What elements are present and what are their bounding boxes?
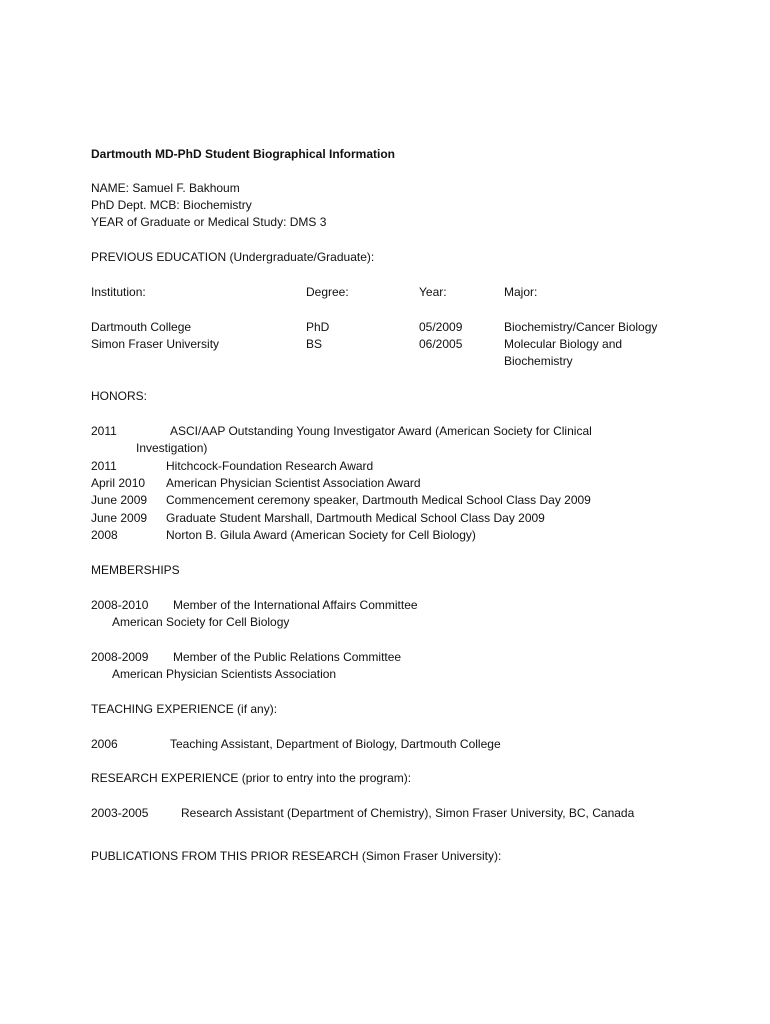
education-col-degree: Degree: [306,285,349,299]
education-year: 06/2005 [419,337,463,351]
education-col-year: Year: [419,285,447,299]
membership-years: 2008-2009 [91,650,149,664]
teaching-text: Teaching Assistant, Department of Biology, Dartmouth College [170,737,501,751]
teaching-year: 2006 [91,737,118,751]
membership-role: Member of the International Affairs Committee [173,598,418,612]
education-col-institution: Institution: [91,285,146,299]
membership-years: 2008-2010 [91,598,149,612]
honor-text: Norton B. Gilula Award (American Society for Cell Biology) [166,528,476,542]
research-years: 2003-2005 [91,806,149,820]
honor-date: 2011 [91,424,117,438]
membership-org: American Society for Cell Biology [112,615,290,629]
honor-text: Commencement ceremony speaker, Dartmouth Medical School Class Day 2009 [166,493,591,507]
teaching-heading: TEACHING EXPERIENCE (if any): [91,702,278,716]
honor-text: American Physician Scientist Association Award [166,476,421,490]
document-title: Dartmouth MD-PhD Student Biographical Information [91,147,395,161]
membership-role: Member of the Public Relations Committee [173,650,402,664]
honor-text: Graduate Student Marshall, Dartmouth Medical School Class Day 2009 [166,511,545,525]
honor-date: June 2009 [91,511,148,525]
education-heading: PREVIOUS EDUCATION (Undergraduate/Graduate): [91,250,375,264]
honors-heading: HONORS: [91,389,148,403]
honor-date: April 2010 [91,476,146,490]
honor-text-continued: Investigation) [136,441,208,455]
education-col-major: Major: [504,285,538,299]
education-major: Biochemistry/Cancer Biology [504,320,658,334]
education-institution: Simon Fraser University [91,337,220,351]
honor-date: June 2009 [91,493,148,507]
education-institution: Dartmouth College [91,320,192,334]
memberships-heading: MEMBERSHIPS [91,563,180,577]
name-line: NAME: Samuel F. Bakhoum [91,181,240,195]
education-major: Molecular Biology and [504,337,623,351]
education-major-continued: Biochemistry [504,354,573,368]
research-text: Research Assistant (Department of Chemistry), Simon Fraser University, BC, Canada [181,806,635,820]
honor-text: Hitchcock-Foundation Research Award [166,459,374,473]
publications-heading: PUBLICATIONS FROM THIS PRIOR RESEARCH (Simon Fraser University): [91,849,502,863]
dept-line: PhD Dept. MCB: Biochemistry [91,198,252,212]
education-year: 05/2009 [419,320,463,334]
education-degree: BS [306,337,323,351]
education-degree: PhD [306,320,330,334]
year-line: YEAR of Graduate or Medical Study: DMS 3 [91,215,327,229]
honor-date: 2011 [91,459,117,473]
research-heading: RESEARCH EXPERIENCE (prior to entry into the program): [91,771,412,785]
membership-org: American Physician Scientists Association [112,667,337,681]
honor-date: 2008 [91,528,118,542]
honor-text: ASCI/AAP Outstanding Young Investigator Award (American Society for Clinical [170,424,592,438]
